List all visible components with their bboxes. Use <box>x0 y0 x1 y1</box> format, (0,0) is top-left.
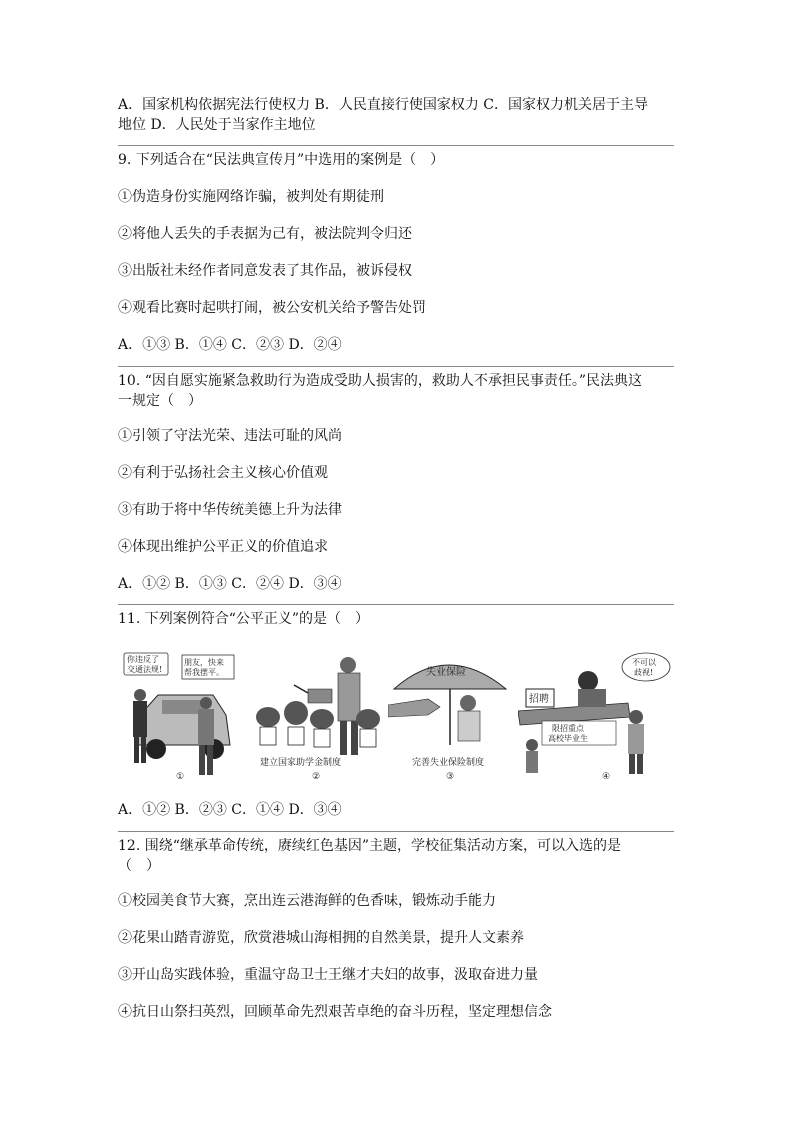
q8-options-line1: A．国家机构依据宪法行使权力 B．人民直接行使国家权力 C．国家权力机关居于主导 <box>118 97 649 113</box>
panel-caption: 完善失业保险制度 <box>412 758 485 768</box>
q10-item-4: ④体现出维护公平正义的价值追求 <box>118 539 328 555</box>
bubble-text: 交通法规! <box>127 665 163 674</box>
divider <box>118 145 674 146</box>
panel-number: ① <box>176 772 185 782</box>
q10-item-3: ③有助于将中华传统美德上升为法律 <box>118 502 342 518</box>
q9-item-2: ②将他人丢失的手表据为己有，被法院判令归还 <box>118 226 412 242</box>
q12-item-4: ④抗日山祭扫英烈，回顾革命先烈艰苦卓绝的奋斗历程，坚定理想信念 <box>118 1004 552 1020</box>
q12-stem-line1: 12. 围绕“继承革命传统，赓续红色基因”主题，学校征集活动方案，可以入选的是 <box>118 838 622 854</box>
bubble-text: 朋友，快来 <box>184 658 224 667</box>
q9-options: A．①③ B．①④ C．②③ D．②④ <box>118 337 342 353</box>
q11-stem: 11. 下列案例符合“公平正义”的是（ ） <box>118 611 370 627</box>
panel-number: ④ <box>602 772 611 782</box>
q12-item-3: ③开山岛实践体验，重温守岛卫士王继才夫妇的故事，汲取奋进力量 <box>118 967 538 983</box>
bubble-text: 帮我摆平。 <box>184 668 224 677</box>
q12-item-1: ①校园美食节大赛，烹出连云港海鲜的色香味，锻炼动手能力 <box>118 893 496 909</box>
cartoon-panel-4 <box>518 645 674 785</box>
panel-number: ② <box>312 772 321 782</box>
umbrella-label: 失业保险 <box>426 667 466 678</box>
q10-stem-line2: 一规定（ ） <box>118 393 202 409</box>
q11-options: A．①② B．②③ C．①④ D．③④ <box>118 802 342 818</box>
note-text: 限招重点 <box>552 724 584 733</box>
divider <box>118 604 674 605</box>
sign-label: 招聘 <box>529 694 549 705</box>
panel-number: ③ <box>446 772 455 782</box>
q10-item-1: ①引领了守法光荣、违法可耻的风尚 <box>118 428 342 444</box>
q9-item-1: ①伪造身份实施网络诈骗，被判处有期徒刑 <box>118 189 384 205</box>
q8-options-line2: 地位 D．人民处于当家作主地位 <box>118 117 316 133</box>
q9-item-4: ④观看比赛时起哄打闹，被公安机关给予警告处罚 <box>118 300 426 316</box>
note-text: 高校毕业生 <box>548 734 588 743</box>
cartoon-panel-3 <box>388 645 518 785</box>
panel-caption: 建立国家助学金制度 <box>260 758 342 768</box>
cartoon-panel-1 <box>118 645 248 785</box>
q10-options: A．①② B．①③ C．②④ D．③④ <box>118 576 342 592</box>
divider <box>118 366 674 367</box>
q9-stem: 9. 下列适合在“民法典宣传月”中选用的案例是（ ） <box>118 152 445 168</box>
q9-item-3: ③出版社未经作者同意发表了其作品，被诉侵权 <box>118 263 412 279</box>
bubble-text: 不可以 <box>632 658 656 667</box>
q10-item-2: ②有利于弘扬社会主义核心价值观 <box>118 465 328 481</box>
q12-stem-line2: （ ） <box>118 858 160 874</box>
bubble-text: 歧视! <box>634 668 654 677</box>
cartoon-panel-2 <box>248 645 388 785</box>
q11-cartoon-figure <box>118 645 674 785</box>
bubble-text: 你违反了 <box>127 655 159 664</box>
divider <box>118 831 674 832</box>
q12-item-2: ②花果山踏青游览，欣赏港城山海相拥的自然美景，提升人文素养 <box>118 930 524 946</box>
q10-stem-line1: 10. “因自愿实施紧急救助行为造成受助人损害的，救助人不承担民事责任。”民法典这 <box>118 373 643 389</box>
